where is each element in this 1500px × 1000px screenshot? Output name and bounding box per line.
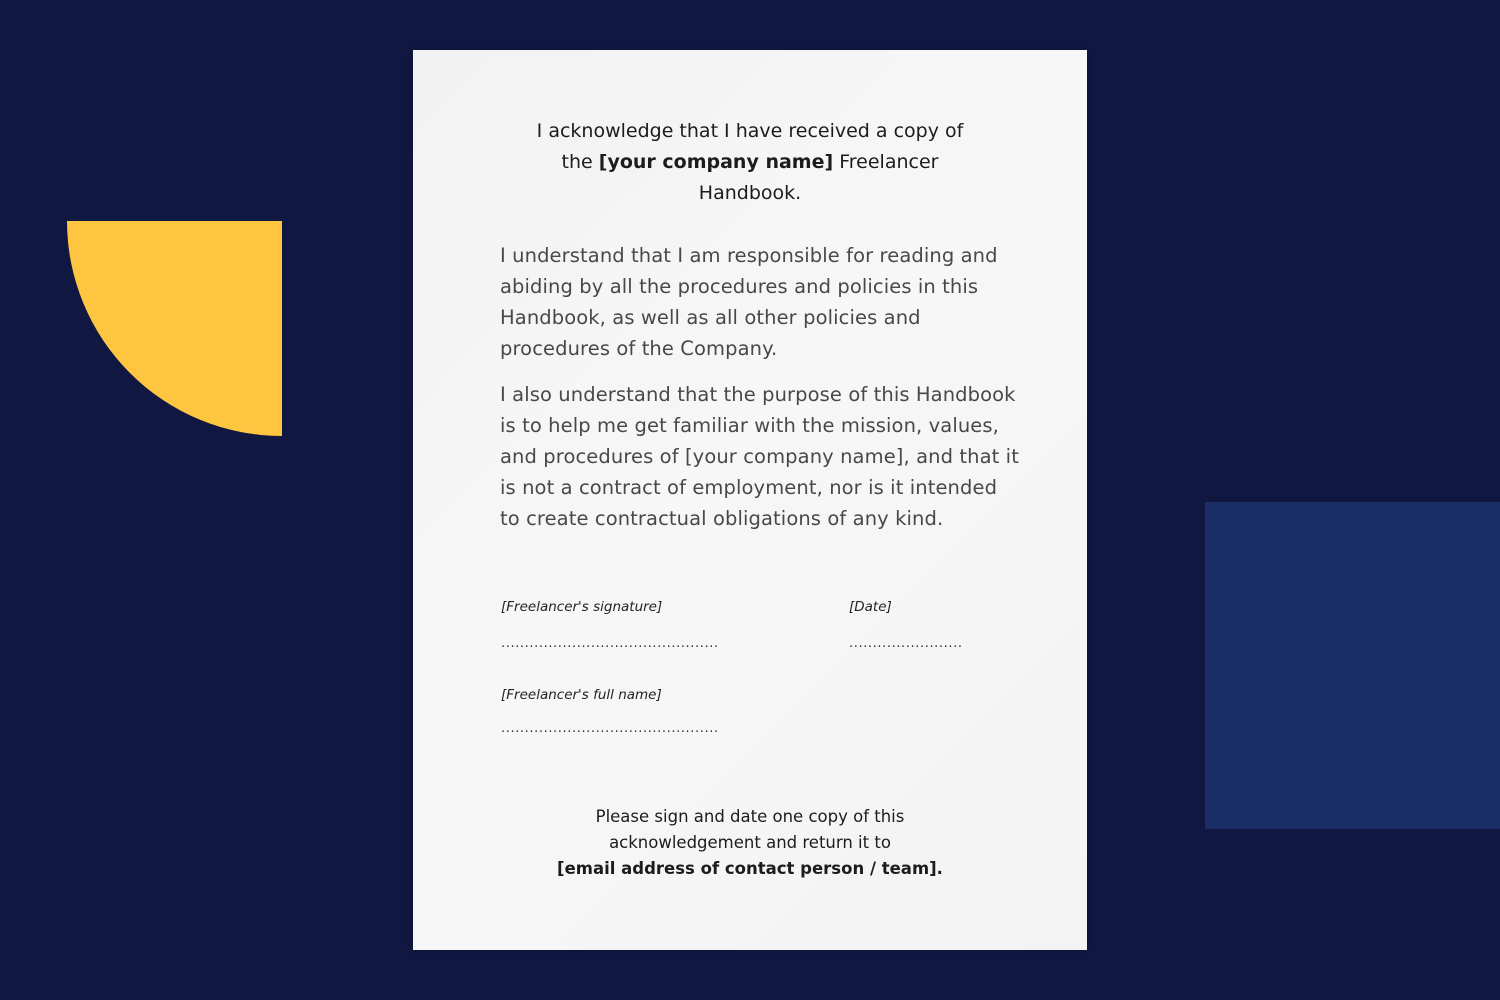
closing-line-1: Please sign and date one copy of this bbox=[595, 807, 905, 826]
responsibility-paragraph: I understand that I am responsible for reading and abiding by all the procedures and policies in this Handbook, as well as all other policies and procedures of the Company. bbox=[500, 244, 998, 360]
contact-email-placeholder: [email address of contact person / team]. bbox=[557, 859, 943, 878]
closing-instructions bbox=[513, 804, 987, 882]
signature-line: .............................................. bbox=[501, 636, 719, 651]
date-line: ........................ bbox=[849, 636, 963, 651]
full-name-line: .............................................. bbox=[501, 721, 719, 736]
acknowledgement-page bbox=[413, 50, 1087, 950]
blue-rectangle-decoration bbox=[1205, 502, 1500, 829]
purpose-paragraph: I also understand that the purpose of this Handbook is to help me get familiar with the mission, values, and procedures of [your company name], and that it is not a contract of employment, nor is it intended to create contractual obligations of any kind. bbox=[500, 383, 1019, 530]
intro-text-before: I acknowledge that I have received a copy of the bbox=[536, 120, 964, 173]
closing-line-2: acknowledgement and return it to bbox=[609, 833, 891, 852]
signature-label: [Freelancer's signature] bbox=[501, 599, 663, 615]
intro-text-after: Freelancer Handbook. bbox=[698, 151, 939, 204]
yellow-quarter-circle-decoration bbox=[67, 221, 282, 436]
full-name-label: [Freelancer's full name] bbox=[501, 687, 662, 703]
company-name-placeholder: [your company name] bbox=[598, 151, 834, 173]
acknowledgement-intro bbox=[523, 116, 977, 209]
date-label: [Date] bbox=[849, 599, 892, 615]
